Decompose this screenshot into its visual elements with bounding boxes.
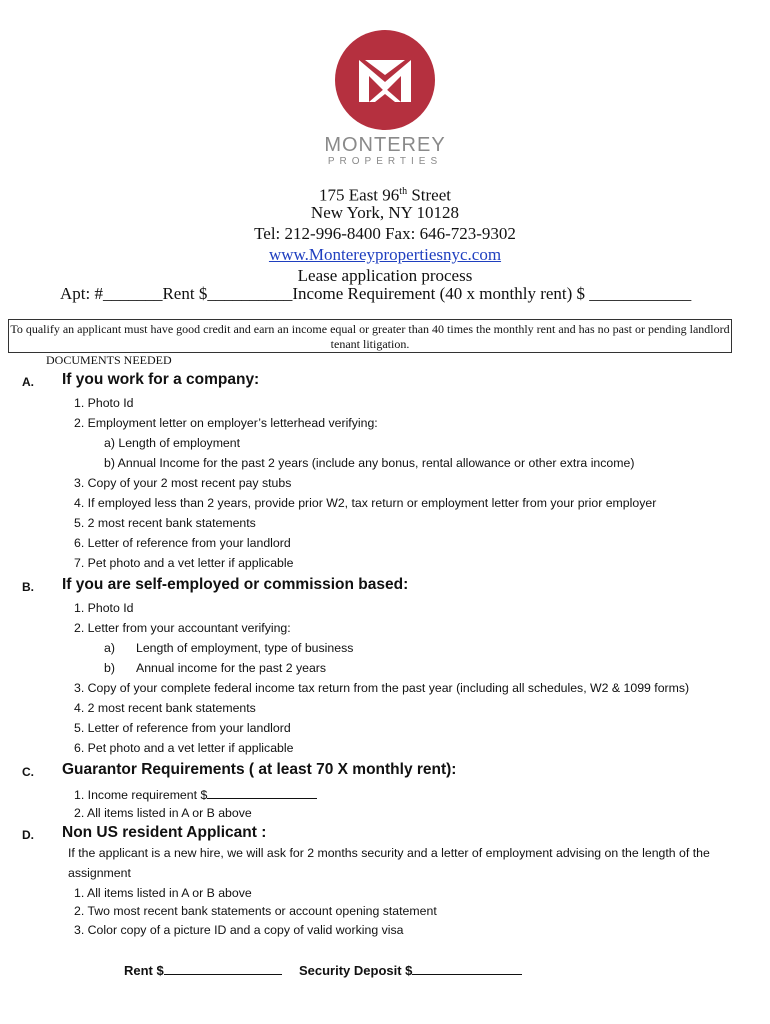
- section-d-title: Non US resident Applicant :: [62, 824, 267, 841]
- section-a-title: If you work for a company:: [62, 371, 260, 388]
- list-item: 1. Photo Id: [74, 601, 134, 615]
- list-item: 1. All items listed in A or B above: [74, 886, 252, 900]
- list-item: 4. If employed less than 2 years, provide prior W2, tax return or employment letter from your prior employer: [74, 496, 657, 510]
- rent-deposit-line: [124, 962, 522, 978]
- list-item: 1. Photo Id: [74, 396, 134, 410]
- income-requirement-blank[interactable]: [207, 786, 317, 799]
- list-item: 6. Letter of reference from your landlord: [74, 536, 291, 550]
- security-deposit-label: Security Deposit $: [298, 963, 413, 978]
- brand-name: MONTEREY: [324, 134, 446, 156]
- list-item: a) Length of employment: [104, 436, 241, 450]
- list-item: 7. Pet photo and a vet letter if applicable: [74, 556, 294, 570]
- section-a-letter: A.: [22, 375, 34, 389]
- list-item: Annual income for the past 2 years: [136, 661, 327, 675]
- rent-label: Rent $: [124, 963, 164, 978]
- city-line: New York, NY 10128: [310, 203, 460, 222]
- street-address: 175 East 96th Street: [319, 185, 451, 205]
- list-item-marker: a): [104, 641, 115, 655]
- list-item: 5. Letter of reference from your landlord: [74, 721, 291, 735]
- rent-blank[interactable]: [164, 962, 282, 975]
- section-c-title: Guarantor Requirements ( at least 70 X monthly rent):: [62, 761, 457, 778]
- brand-subtitle: PROPERTIES: [327, 156, 443, 167]
- list-item-marker: b): [104, 661, 115, 675]
- website-link[interactable]: www.Montereypropertiesnyc.com: [268, 245, 502, 264]
- section-b-title: If you are self-employed or commission based:: [62, 576, 409, 593]
- qualification-notice: To qualify an applicant must have good credit and earn an income equal or greater than 40 times the monthly rent and has no past or pending landlord tenant litigation.: [8, 319, 732, 353]
- section-b-letter: B.: [22, 580, 34, 594]
- list-item: Length of employment, type of business: [136, 641, 354, 655]
- apt-rent-income-line: Apt: #_______Rent $__________Income Requirement (40 x monthly rent) $ ____________: [60, 284, 692, 303]
- list-item: 5. 2 most recent bank statements: [74, 516, 256, 530]
- list-item: 3. Color copy of a picture ID and a copy of valid working visa: [74, 923, 404, 937]
- non-resident-paragraph: If the applicant is a new hire, we will ask for 2 months security and a letter of employment advising on the length of the assignment: [68, 846, 710, 880]
- list-item: 3. Copy of your 2 most recent pay stubs: [74, 476, 292, 490]
- list-item: 6. Pet photo and a vet letter if applicable: [74, 741, 294, 755]
- documents-needed-heading: DOCUMENTS NEEDED: [46, 353, 172, 367]
- list-item: 2. Two most recent bank statements or account opening statement: [74, 904, 437, 918]
- website-line: [0, 244, 770, 265]
- security-deposit-blank[interactable]: [412, 962, 522, 975]
- list-item: b) Annual Income for the past 2 years (include any bonus, rental allowance or other extra income): [104, 456, 635, 470]
- list-item: 4. 2 most recent bank statements: [74, 701, 256, 715]
- list-item: 1. Income requirement $: [74, 786, 317, 802]
- section-d-letter: D.: [22, 828, 34, 842]
- section-c-letter: C.: [22, 765, 34, 779]
- list-item: 3. Copy of your complete federal income tax return from the past year (including all schedules, W2 & 1099 forms): [74, 681, 690, 695]
- phone-fax-line: Tel: 212-996-8400 Fax: 646-723-9302: [254, 224, 516, 243]
- company-logo: [300, 30, 470, 167]
- list-item: 2. Letter from your accountant verifying:: [74, 621, 291, 635]
- logo-m-icon: [335, 30, 435, 130]
- list-item: 2. All items listed in A or B above: [74, 806, 252, 820]
- list-item: 2. Employment letter on employer’s letterhead verifying:: [74, 416, 378, 430]
- process-title: Lease application process: [297, 266, 473, 285]
